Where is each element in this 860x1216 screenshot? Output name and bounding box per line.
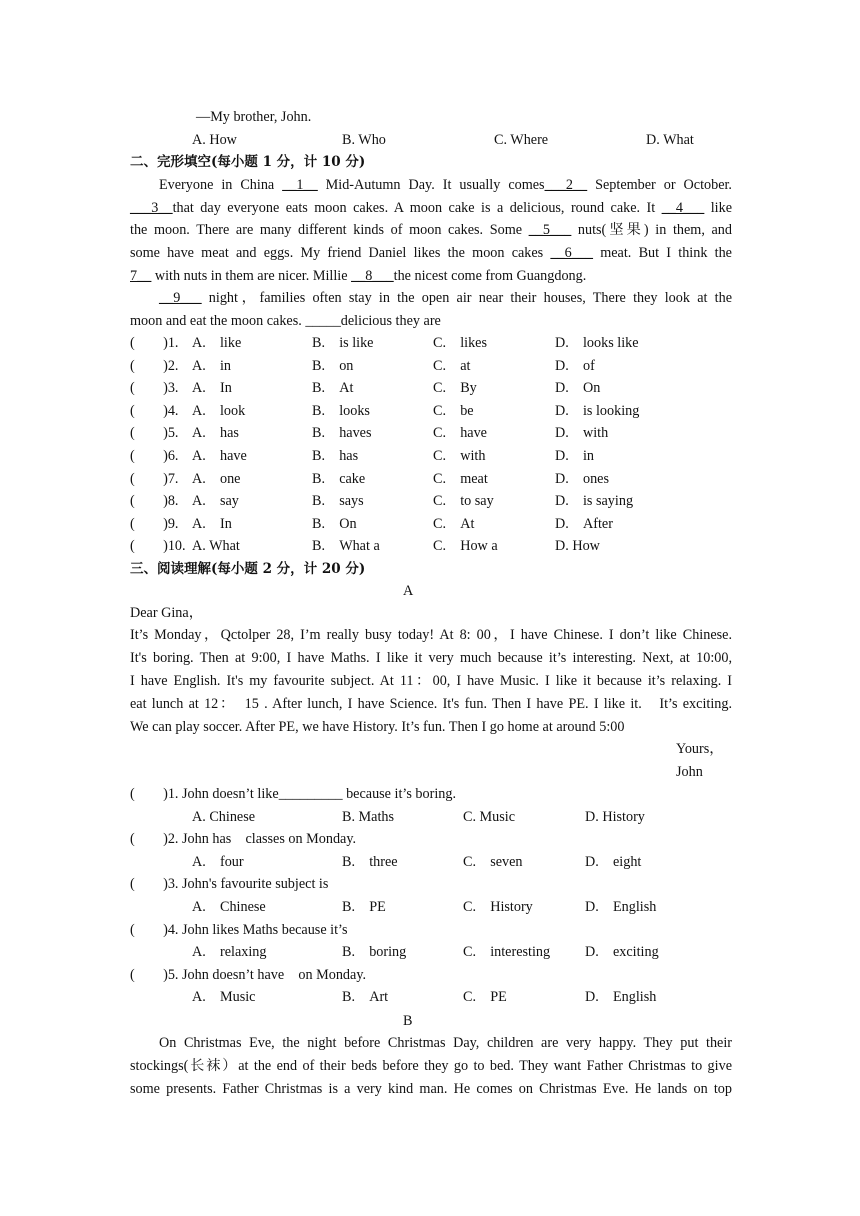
cloze-q10-b: B. What a (312, 538, 380, 555)
cloze-q7-c: C. meat (433, 470, 488, 487)
reading-q4-option-b: B. boring (342, 944, 407, 961)
reading-q4-option-c: C. interesting (463, 944, 551, 961)
cloze-question-row (0, 446, 860, 466)
blank-8: __8___ (351, 268, 394, 284)
reading-q1-option-a: A. Chinese (192, 808, 256, 825)
reading-q5-option-c: C. PE (463, 989, 507, 1006)
cloze-q9-a: A. In (192, 515, 232, 532)
cloze-q6-b: B. has (312, 448, 359, 464)
reading-q3-option-a: A. Chinese (192, 898, 266, 915)
cloze-q7-no: ( )7. (130, 470, 179, 487)
part-b-line: stockings(长袜）at the end of their beds before they go to bed. They want Father Christmas to give (130, 1058, 732, 1074)
reading-q2-stem: ( )2. John has classes on Monday. (130, 831, 357, 848)
cloze-q10-no: ( )10. (130, 538, 186, 555)
cloze-q5-no: ( )5. (130, 425, 179, 442)
cloze-question-row (0, 423, 860, 443)
letter-line: eat lunch at 12： 15 . After lunch, I have Science. It's fun. Then I have PE. I like it. It’s exciting. (130, 696, 732, 712)
part-b-line: On Christmas Eve, the night before Christmas Day, children are very happy. They put their (159, 1035, 732, 1051)
cloze-q6-no: ( )6. (130, 448, 179, 464)
cloze-q9-no: ( )9. (130, 515, 179, 532)
cloze-q10-d: D. How (555, 538, 600, 555)
reading-q4-stem: ( )4. John likes Maths because it’s (130, 921, 348, 938)
reading-q5-option-b: B. Art (342, 989, 389, 1006)
letter-closing: Yours， (676, 741, 724, 757)
cloze-q3-a: A. In (192, 380, 232, 397)
letter-line: It’s Monday，Qctolper 28, I’m really busy today! At 8: 00，I have Chinese. I don’t like Chinese. (130, 627, 732, 643)
option-a: A. How (192, 132, 237, 148)
option-d: D. What (646, 132, 694, 148)
reading-q5-option-a: A. Music (192, 989, 256, 1006)
cloze-q8-d: D. is saying (555, 493, 634, 510)
cloze-q2-a: A. in (192, 357, 232, 374)
cloze-q1-no: ( )1. (130, 335, 179, 351)
reading-q1-option-d: D. History (585, 808, 645, 825)
part-b-line: some presents. Father Christmas is a very kind man. He comes on Christmas Eve. He lands on top (130, 1081, 732, 1097)
reading-q1-option-b: B. Maths (342, 808, 395, 825)
cloze-q7-d: D. ones (555, 470, 609, 487)
option-c: C. Where (494, 132, 549, 148)
letter-signature: John (676, 764, 703, 780)
cloze-q2-d: D. of (555, 357, 595, 374)
cloze-question-row (0, 401, 860, 421)
reading-q2-option-c: C. seven (463, 853, 523, 870)
cloze-q3-d: D. On (555, 380, 601, 397)
reading-q2-option-a: A. four (192, 853, 244, 870)
reading-q2-option-d: D. eight (585, 853, 642, 870)
cloze-question-row (0, 491, 860, 511)
option-b: B. Who (342, 132, 386, 148)
part-b-label: B (403, 1013, 413, 1029)
letter-line: We can play soccer. After PE, we have History. It’s fun. Then I go home at around 5:00 (130, 719, 625, 735)
cloze-q1-c: C. likes (433, 335, 487, 351)
cloze-question-row (0, 356, 860, 376)
cloze-q1-b: B. is like (312, 335, 374, 351)
cloze-question-row (0, 333, 860, 353)
cloze-question-row (0, 536, 860, 556)
blank-4: __4___ (661, 200, 705, 216)
cloze-q2-b: B. on (312, 357, 354, 374)
reading-q3-option-b: B. PE (342, 898, 386, 915)
cloze-q2-no: ( )2. (130, 357, 179, 374)
blank-1: __1__ (282, 177, 318, 193)
cloze-q3-c: C. By (433, 380, 477, 397)
section3-heading: 三、阅读理解(每小题 2 分，计 20 分) (130, 561, 366, 577)
cloze-q2-c: C. at (433, 357, 471, 374)
reading-q5-stem: ( )5. John doesn’t have on Monday. (130, 966, 367, 983)
letter-line: I have English. It's my favourite subject. At 11：00, I have Music. I like it because it’s relaxing. I (130, 673, 732, 689)
cloze-line-2: ___3__that day everyone eats moon cakes. A moon cake is a delicious, round cake. It __4___ like (130, 200, 732, 216)
cloze-q7-b: B. cake (312, 470, 366, 487)
cloze-q6-c: C. with (433, 448, 486, 464)
cloze-q9-c: C. At (433, 515, 475, 532)
blank-3: ___3__ (130, 200, 173, 216)
cloze-q3-no: ( )3. (130, 380, 179, 397)
cloze-q9-d: D. After (555, 515, 613, 532)
reading-q5-option-d: D. English (585, 989, 657, 1006)
cloze-q5-b: B. haves (312, 425, 372, 442)
reading-q3-option-d: D. English (585, 898, 657, 915)
blank-7: 7__ (130, 268, 152, 284)
cloze-q9-b: B. On (312, 515, 357, 532)
cloze-line-3: the moon. There are many different kinds of moon cakes. Some __5___ nuts(坚果) in them, and (130, 222, 732, 238)
section2-heading: 二、完形填空(每小题 1 分，计 10 分) (130, 154, 366, 170)
cloze-q1-d: D. looks like (555, 335, 639, 351)
cloze-q5-c: C. have (433, 425, 487, 442)
cloze-q6-d: D. in (555, 448, 595, 464)
cloze-q1-a: A. like (192, 335, 242, 351)
cloze-line-1: Everyone in China __1__ Mid-Autumn Day. It usually comes___2__ September or October. (159, 177, 732, 193)
blank-6: __6___ (550, 245, 593, 261)
reading-q3-stem: ( )3. John's favourite subject is (130, 876, 329, 893)
cloze-q3-b: B. At (312, 380, 354, 397)
cloze-q4-d: D. is looking (555, 402, 640, 419)
cloze-line-5: 7__ with nuts in them are nicer. Millie __8___the nicest come from Guangdong. (130, 268, 587, 284)
cloze-q4-c: C. be (433, 402, 474, 419)
cloze-q10-c: C. How a (433, 538, 498, 555)
cloze-q4-b: B. looks (312, 402, 370, 419)
reading-q1-stem: ( )1. John doesn’t like_________ because it’s boring. (130, 786, 457, 802)
reading-q1-option-c: C. Music (463, 808, 516, 825)
blank-9: __9___ (159, 290, 202, 306)
reading-q2-option-b: B. three (342, 853, 398, 870)
cloze-line-7: moon and eat the moon cakes. _____delicious they are (130, 313, 441, 329)
cloze-q7-a: A. one (192, 470, 241, 487)
cloze-q8-no: ( )8. (130, 493, 179, 510)
cloze-q6-a: A. have (192, 448, 247, 464)
cloze-question-row (0, 378, 860, 398)
blank-5: __5___ (528, 222, 572, 238)
reading-q4-option-d: D. exciting (585, 944, 659, 961)
cloze-q8-c: C. to say (433, 493, 494, 510)
letter-line: It's boring. Then at 9:00, I have Maths. I like it very much because it’s interesting. Next, at 10:00, (130, 650, 732, 666)
cloze-line-4: some have meat and eggs. My friend Daniel likes the moon cakes __6___ meat. But I think the (130, 245, 732, 261)
reading-q4-option-a: A. relaxing (192, 944, 267, 961)
blank-2: ___2__ (544, 177, 588, 193)
cloze-q4-a: A. look (192, 402, 246, 419)
cloze-q5-d: D. with (555, 425, 609, 442)
cloze-q8-a: A. say (192, 493, 239, 510)
cloze-q10-a: A. What (192, 538, 240, 555)
cloze-question-row (0, 514, 860, 534)
cloze-q8-b: B. says (312, 493, 364, 510)
part-a-label: A (403, 583, 414, 599)
answer-line: —My brother, John. (196, 109, 312, 125)
cloze-question-row (0, 469, 860, 489)
reading-q3-option-c: C. History (463, 898, 533, 915)
cloze-q4-no: ( )4. (130, 402, 179, 419)
cloze-line-6: __9___ night，families often stay in the open air near their houses, There they look at the (159, 290, 732, 306)
cloze-q5-a: A. has (192, 425, 239, 442)
letter-greeting: Dear Gina， (130, 605, 203, 621)
